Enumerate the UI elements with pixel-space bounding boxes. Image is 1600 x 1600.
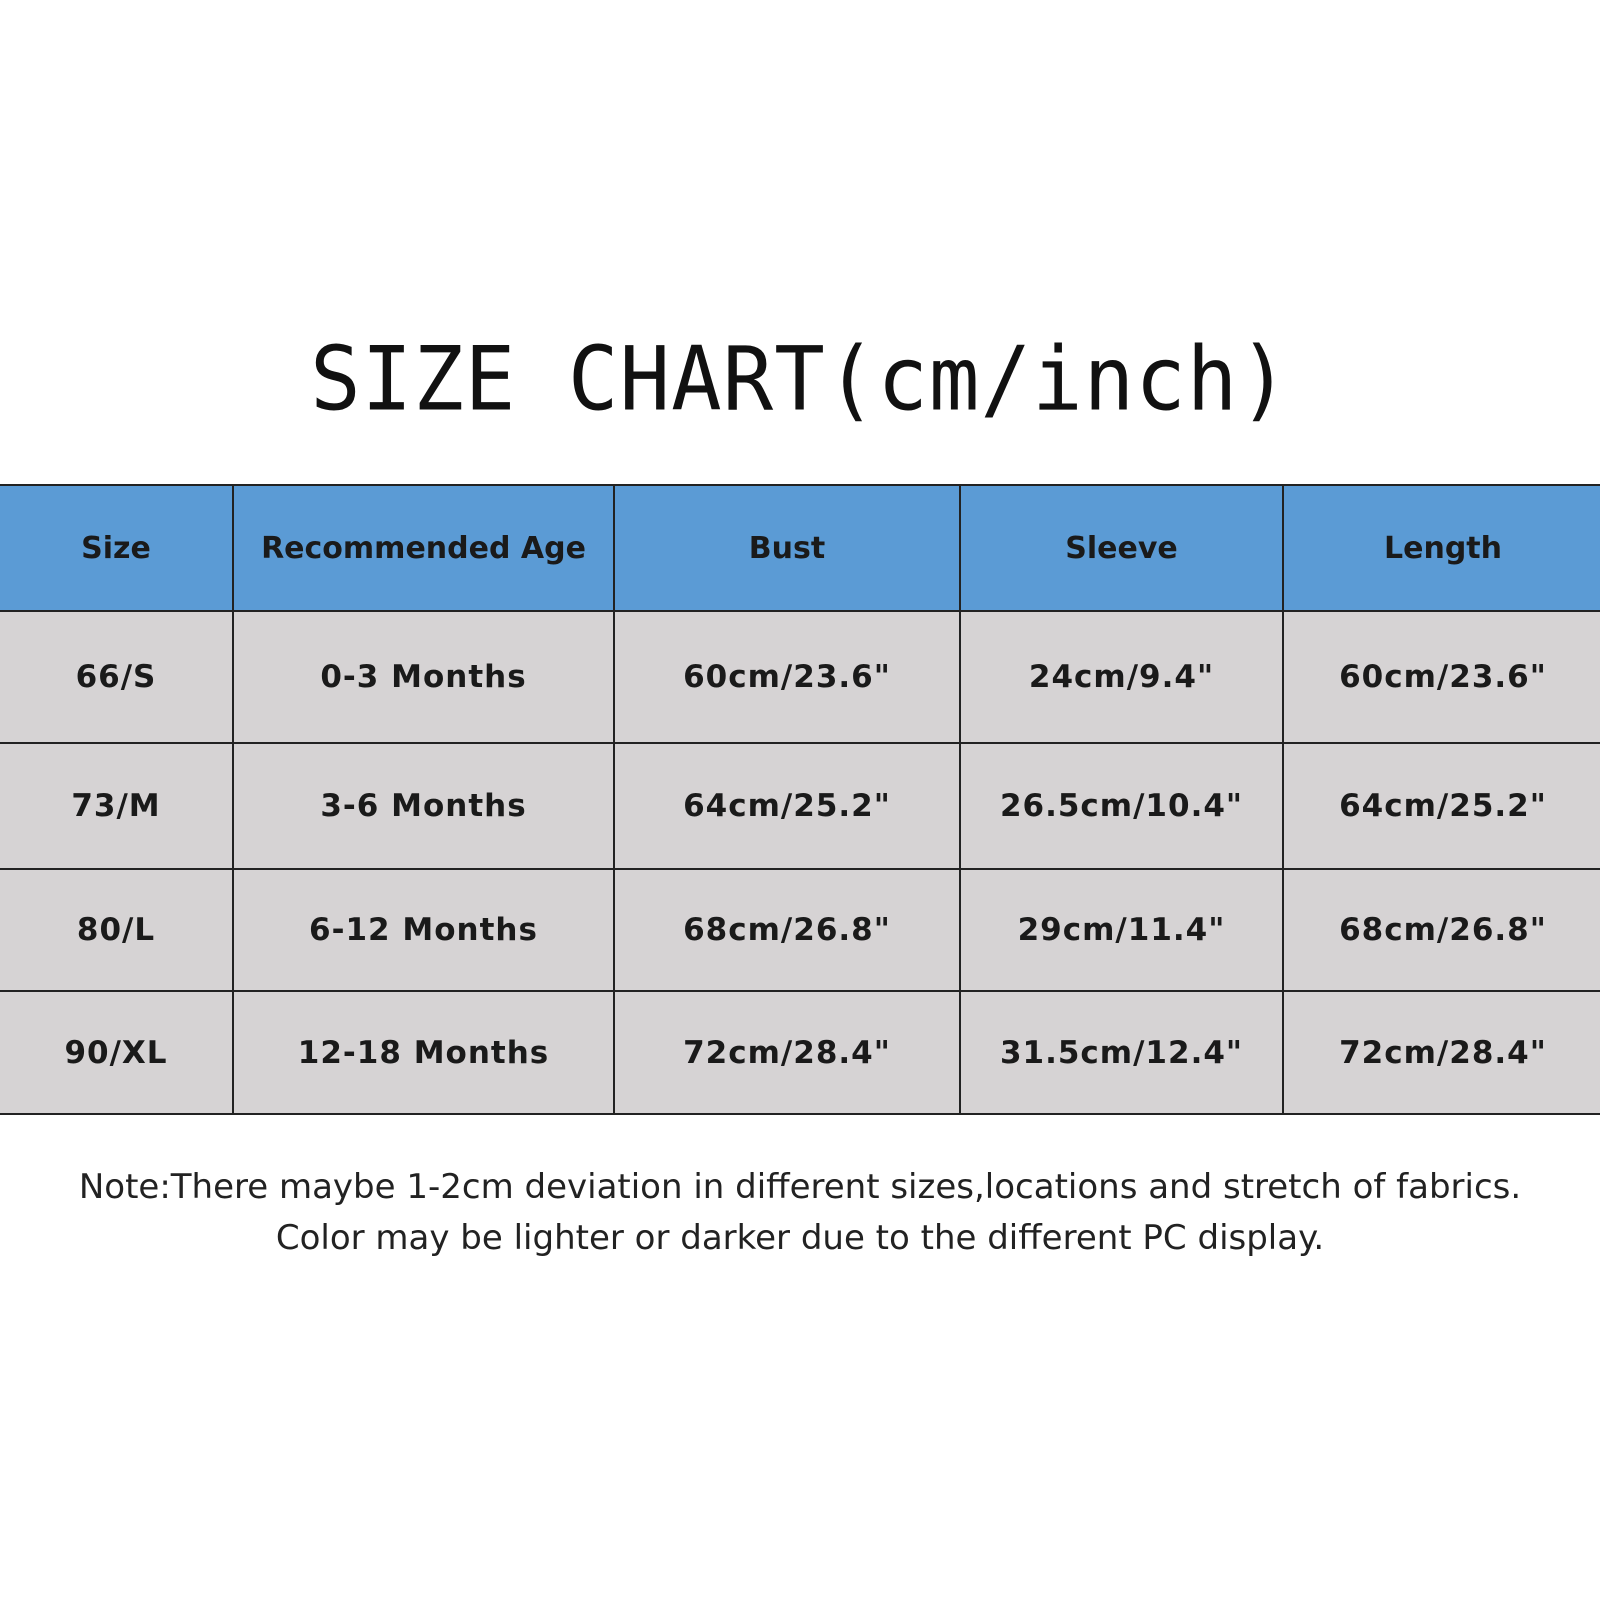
note-line-2: Color may be lighter or darker due to the different PC display. xyxy=(275,1218,1325,1258)
cell-sleeve: 24cm/9.4" xyxy=(960,611,1283,743)
cell-bust: 72cm/28.4" xyxy=(614,991,960,1114)
size-table xyxy=(0,484,1600,1115)
header-cell-recommended-age: Recommended Age xyxy=(233,485,614,611)
cell-size: 80/L xyxy=(0,869,233,991)
table-row xyxy=(0,611,1600,743)
cell-recommended-age: 0-3 Months xyxy=(233,611,614,743)
cell-size: 66/S xyxy=(0,611,233,743)
cell-recommended-age: 3-6 Months xyxy=(233,743,614,869)
cell-length: 60cm/23.6" xyxy=(1283,611,1600,743)
note-text xyxy=(0,1162,1600,1264)
cell-size: 73/M xyxy=(0,743,233,869)
cell-bust: 68cm/26.8" xyxy=(614,869,960,991)
header-cell-sleeve: Sleeve xyxy=(960,485,1283,611)
cell-recommended-age: 6-12 Months xyxy=(233,869,614,991)
header-cell-size: Size xyxy=(0,485,233,611)
cell-size: 90/XL xyxy=(0,991,233,1114)
cell-bust: 60cm/23.6" xyxy=(614,611,960,743)
header-cell-length: Length xyxy=(1283,485,1600,611)
table-row xyxy=(0,991,1600,1114)
cell-length: 68cm/26.8" xyxy=(1283,869,1600,991)
header-row xyxy=(0,485,1600,611)
table-row xyxy=(0,869,1600,991)
chart-title: SIZE CHART(cm/inch) xyxy=(310,327,1290,431)
cell-recommended-age: 12-18 Months xyxy=(233,991,614,1114)
table-row xyxy=(0,743,1600,869)
header-cell-bust: Bust xyxy=(614,485,960,611)
cell-sleeve: 31.5cm/12.4" xyxy=(960,991,1283,1114)
note-line-1: Note:There maybe 1-2cm deviation in different sizes,locations and stretch of fabrics. xyxy=(78,1167,1522,1207)
cell-length: 72cm/28.4" xyxy=(1283,991,1600,1114)
cell-length: 64cm/25.2" xyxy=(1283,743,1600,869)
cell-sleeve: 26.5cm/10.4" xyxy=(960,743,1283,869)
cell-bust: 64cm/25.2" xyxy=(614,743,960,869)
cell-sleeve: 29cm/11.4" xyxy=(960,869,1283,991)
